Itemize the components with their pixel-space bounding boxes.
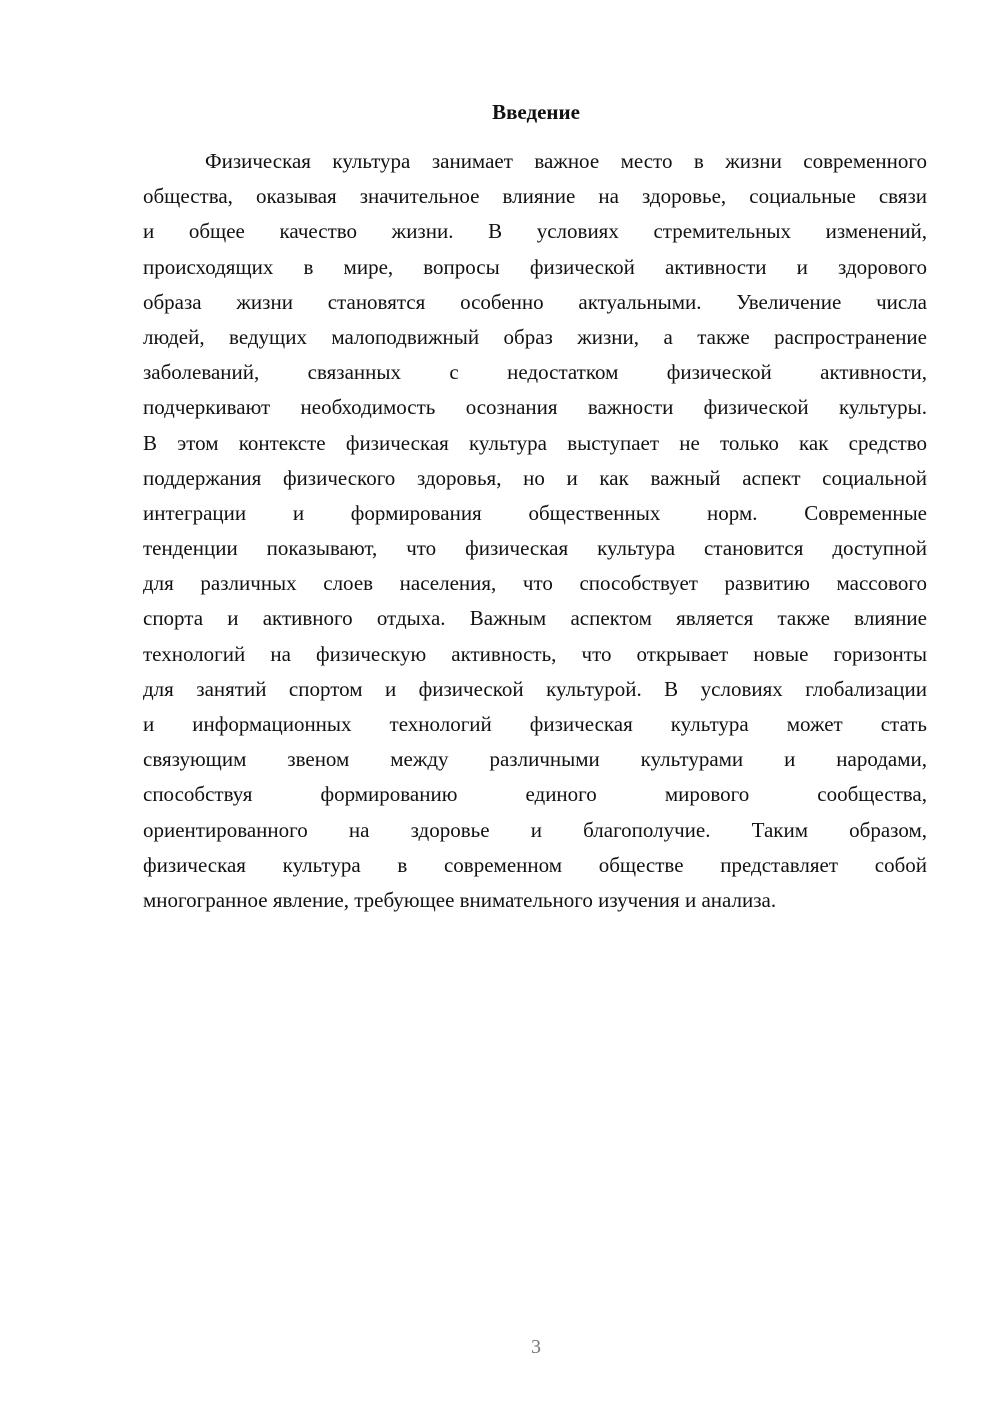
- paragraph-line: способствуя формированию единого мирового сообщества,: [143, 782, 927, 807]
- paragraph-line: спорта и активного отдыха. Важным аспектом является также влияние: [143, 606, 927, 631]
- paragraph-line: для занятий спортом и физической культурой. В условиях глобализации: [143, 676, 927, 701]
- page-number: 3: [531, 1336, 541, 1358]
- paragraph-line: технологий на физическую активность, что открывает новые горизонты: [143, 641, 927, 666]
- paragraph-line: поддержания физического здоровья, но и как важный аспект социальной: [143, 465, 927, 490]
- paragraph-line: и информационных технологий физическая культура может стать: [143, 712, 927, 736]
- paragraph-line: многогранное явление, требующее внимательного изучения и анализа.: [143, 887, 777, 912]
- paragraph-line: подчеркивают необходимость осознания важности физической культуры.: [143, 395, 927, 420]
- paragraph-line: людей, ведущих малоподвижный образ жизни, а также распространение: [143, 324, 927, 349]
- paragraph-line: интеграции и формирования общественных норм. Современные: [143, 500, 927, 525]
- paragraph-line: ориентированного на здоровье и благополучие. Таким образом,: [143, 817, 927, 842]
- paragraph-line: образа жизни становятся особенно актуальными. Увеличение числа: [143, 289, 927, 314]
- paragraph-line: Физическая культура занимает важное место в жизни современного: [205, 149, 927, 173]
- paragraph-line: тенденции показывают, что физическая культура становится доступной: [143, 536, 927, 561]
- section-heading: Введение: [492, 100, 580, 124]
- paragraph-line: происходящих в мире, вопросы физической активности и здорового: [143, 254, 927, 279]
- body-paragraph: [143, 144, 927, 918]
- paragraph-line: для различных слоев населения, что способствует развитию массового: [143, 571, 927, 596]
- paragraph-line: связующим звеном между различными культурами и народами,: [143, 747, 927, 772]
- paragraph-line: и общее качество жизни. В условиях стремительных изменений,: [143, 219, 927, 244]
- paragraph-line: В этом контексте физическая культура выступает не только как средство: [143, 430, 927, 455]
- paragraph-line: заболеваний, связанных с недостатком физической активности,: [143, 360, 927, 385]
- paragraph-line: общества, оказывая значительное влияние на здоровье, социальные связи: [143, 184, 927, 209]
- paragraph-line: физическая культура в современном обществе представляет собой: [143, 852, 927, 877]
